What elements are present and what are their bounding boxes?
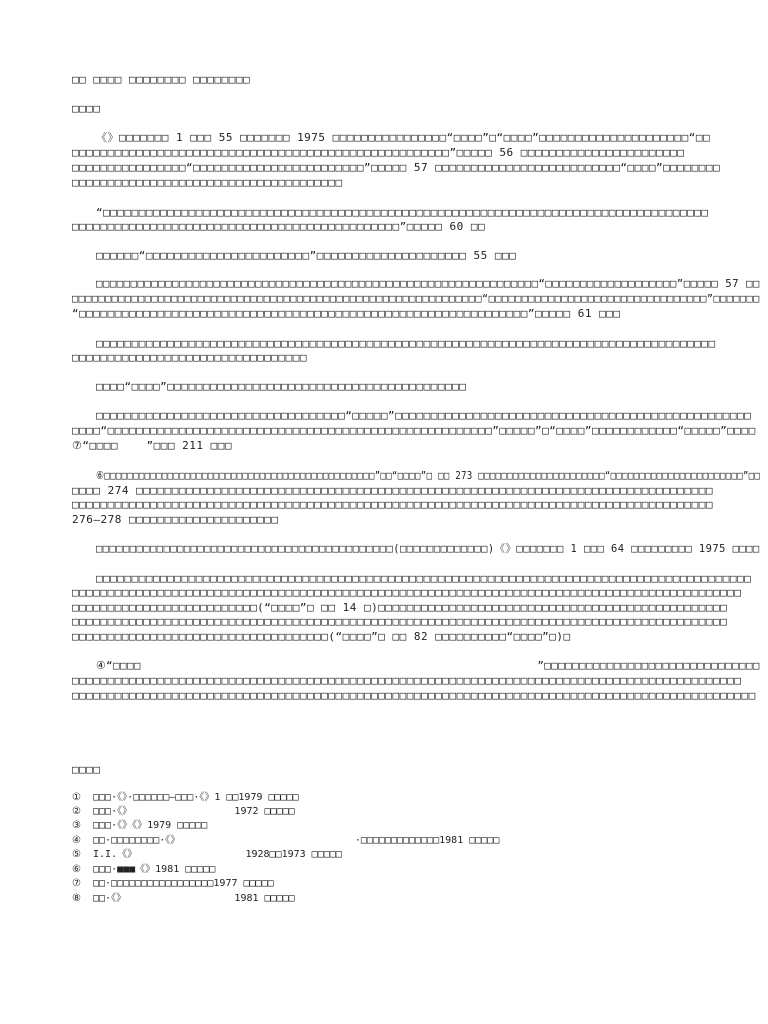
paragraph-line: 《》□□□□□□□ 1 □□□ 55 □□□□□□□ 1975 □□□□□□□□□□□□□□□□“□□□□”□“□□□□”□□□□□□□□□□□□□□□□□□□□□“□□	[96, 131, 711, 144]
footnote: ④ □□·□□□□□□□□·《》 ·□□□□□□□□□□□□□1981 □□□□□	[72, 835, 500, 846]
footnote: ③ □□□·《》《》1979 □□□□□	[72, 820, 208, 831]
paragraph-line: □□□□□□□□□□□□□□□□□□□□□□□□□□□□□□□□□□□□□□□□□□□□□□□□□□□□□□□□□□□□□□□□□□□□□□□□□□□□□□□□□□□□□□□□□□□□□□	[72, 586, 742, 599]
paragraph-line: □□□□□□□□□□□□□□□□□□□□□□□□□□□□□□□□□□□“□□□□□”□□□□□□□□□□□□□□□□□□□□□□□□□□□□□□□□□□□□□□□□□□□□□□□□□□	[96, 409, 752, 422]
section-heading: □□□□	[72, 102, 101, 115]
paragraph-line: □□□□□□□□□□□□□□□□□□□□□□□□□□□□□□□□□□□□□□	[72, 176, 343, 189]
paragraph-line: ⑦“□□□□ ”□□□ 211 □□□	[72, 439, 232, 452]
footnote: ② □□□·《》 1972 □□□□□	[72, 806, 295, 817]
paragraph-line: “□□□□□□□□□□□□□□□□□□□□□□□□□□□□□□□□□□□□□□□□□□□□□□□□□□□□□□□□□□□□□□□□□□□□□□□□□□□□□□□□□□□□□	[96, 206, 709, 219]
paragraph-line: □□□□□□“□□□□□□□□□□□□□□□□□□□□□□□”□□□□□□□□□□□□□□□□□□□□□ 55 □□□	[96, 249, 517, 262]
paragraph-line: ④“□□□□ ”□□□□□□□□□□□□□□□□□□□□□□□□□□□□□□□	[96, 659, 760, 672]
notes-heading: □□□□	[72, 763, 101, 776]
paragraph-line: □□□□□□□□□□□□□□□□□□□□□□□□□□□□□□□□□□□□□□□□□□□□□□□□□□□□□□□□□□□□□□□□“□□□□□□□□□□□□□□□□□□□”□□□□□ 57 □□	[96, 277, 760, 290]
paragraph-line: □□□□□□□□□□□□□□□□□□□□□□□□□□□□□□□□□□□□(“□□□□”□ □□ 82 □□□□□□□□□□“□□□□”□)□	[72, 630, 571, 643]
paragraph-line: □□□□“□□□□□□□□□□□□□□□□□□□□□□□□□□□□□□□□□□□□□□□□□□□□□□□□□□□□□□”□□□□□”□“□□□□”□□□□□□□□□□□□“□□□□□”□□□□	[72, 424, 756, 437]
paragraph-line: □□□□□□□□□□□□□□□□□□□□□□□□□□□□□□□□□	[72, 351, 308, 364]
paragraph-line: □□□□□□□□□□□□□□□□□□□□□□□□□□□□□□□□□□□□□□□□□□□□□□□□□□□□□□□□□□□□□□“□□□□□□□□□□□□□□□□□□□□□□□□□□□□□□□□□”□□□□□□□	[72, 292, 760, 305]
paragraph-line: □□□□□□□□□□□□□□□□□□□□□□□□□□□□□□□□□□□□□□□□□□□□(□□□□□□□□□□□□□)《》□□□□□□□ 1 □□□ 64 □□□□□□□□□ 1975 □□□□	[96, 542, 760, 555]
paragraph-line: □□□□□□□□□□□□□□□□□□□□□□□□□□□□□□□□□□□□□□□□□□□□□□□□□□□□□□□□□□□□□□□□□□□□□□□□□□□□□□□□□□□□□□□□□□□□□□□□	[72, 689, 756, 702]
paragraph-line: □□□□□□□□□□□□□□□□□□□□□□□□□□□□□□□□□□□□□□□□□□□□□□”□□□□□ 60 □□	[72, 220, 486, 233]
paragraph-line: □□□□□□□□□□□□□□□□“□□□□□□□□□□□□□□□□□□□□□□□□”□□□□□ 57 □□□□□□□□□□□□□□□□□□□□□□□□□□“□□□□”□□□□□□□□	[72, 161, 721, 174]
paragraph-line: □□□□□□□□□□□□□□□□□□□□□□□□□□□□□□□□□□□□□□□□□□□□□□□□□□□□□□□□□□□□□□□□□□□□□□□□□□□□□□□□□□□□□□□□□□	[72, 498, 714, 511]
footnote: ⑧ □□·《》 1981 □□□□□	[72, 893, 295, 904]
footnote: ⑥ □□□·■■■《》1981 □□□□□	[72, 864, 216, 875]
paragraph-line: □□□□□□□□□□□□□□□□□□□□□□□□□□□□□□□□□□□□□□□□□□□□□□□□□□□□□”□□□□□ 56 □□□□□□□□□□□□□□□□□□□□□□□	[72, 146, 685, 159]
document-title: □□ □□□□ □□□□□□□□ □□□□□□□□	[72, 73, 251, 86]
paragraph-line: □□□□ 274 □□□□□□□□□□□□□□□□□□□□□□□□□□□□□□□□□□□□□□□□□□□□□□□□□□□□□□□□□□□□□□□□□□□□□□□□□□□□□□□□□	[72, 484, 714, 497]
paragraph-line: □□□□□□□□□□□□□□□□□□□□□□□□□□□□□□□□□□□□□□□□□□□□□□□□□□□□□□□□□□□□□□□□□□□□□□□□□□□□□□□□□□□□□□□	[96, 337, 716, 350]
paragraph-line: □□□□□□□□□□□□□□□□□□□□□□□□□□□□□□□□□□□□□□□□□□□□□□□□□□□□□□□□□□□□□□□□□□□□□□□□□□□□□□□□□□□□□□□□□□□□	[96, 572, 752, 585]
footnote: ① □□□·《》·□□□□□□—□□□·《》1 □□1979 □□□□□	[72, 792, 299, 803]
footnote: ⑤ I.I.《》 1928□□1973 □□□□□	[72, 849, 342, 860]
paragraph-line: ⑥□□□□□□□□□□□□□□□□□□□□□□□□□□□□□□□□□□□□□□□□□□□□□□□”□□“□□□□”□ □□ 273 □□□□□□□□□□□□□□□□□□□□□□“□□□□□□□□□□□□□□□□□□□□□□□”□□	[96, 469, 761, 482]
paragraph-line: □□□□□□□□□□□□□□□□□□□□□□□□□□□□□□□□□□□□□□□□□□□□□□□□□□□□□□□□□□□□□□□□□□□□□□□□□□□□□□□□□□□□□□□□□□□□	[72, 615, 728, 628]
paragraph-line: □□□□□□□□□□□□□□□□□□□□□□□□□□(“□□□□”□ □□ 14 □)□□□□□□□□□□□□□□□□□□□□□□□□□□□□□□□□□□□□□□□□□□□□□□□□□	[72, 601, 728, 614]
footnote: ⑦ □□·□□□□□□□□□□□□□□□□□1977 □□□□□	[72, 878, 274, 889]
paragraph-line: 276–278 □□□□□□□□□□□□□□□□□□□□□	[72, 513, 279, 526]
paragraph-line: □□□□“□□□□”□□□□□□□□□□□□□□□□□□□□□□□□□□□□□□□□□□□□□□□□□□	[96, 380, 467, 393]
paragraph-line: □□□□□□□□□□□□□□□□□□□□□□□□□□□□□□□□□□□□□□□□□□□□□□□□□□□□□□□□□□□□□□□□□□□□□□□□□□□□□□□□□□□□□□□□□□□□□□	[72, 674, 742, 687]
paragraph-line: “□□□□□□□□□□□□□□□□□□□□□□□□□□□□□□□□□□□□□□□□□□□□□□□□□□□□□□□□□□□□□□□”□□□□□ 61 □□□	[72, 307, 621, 320]
